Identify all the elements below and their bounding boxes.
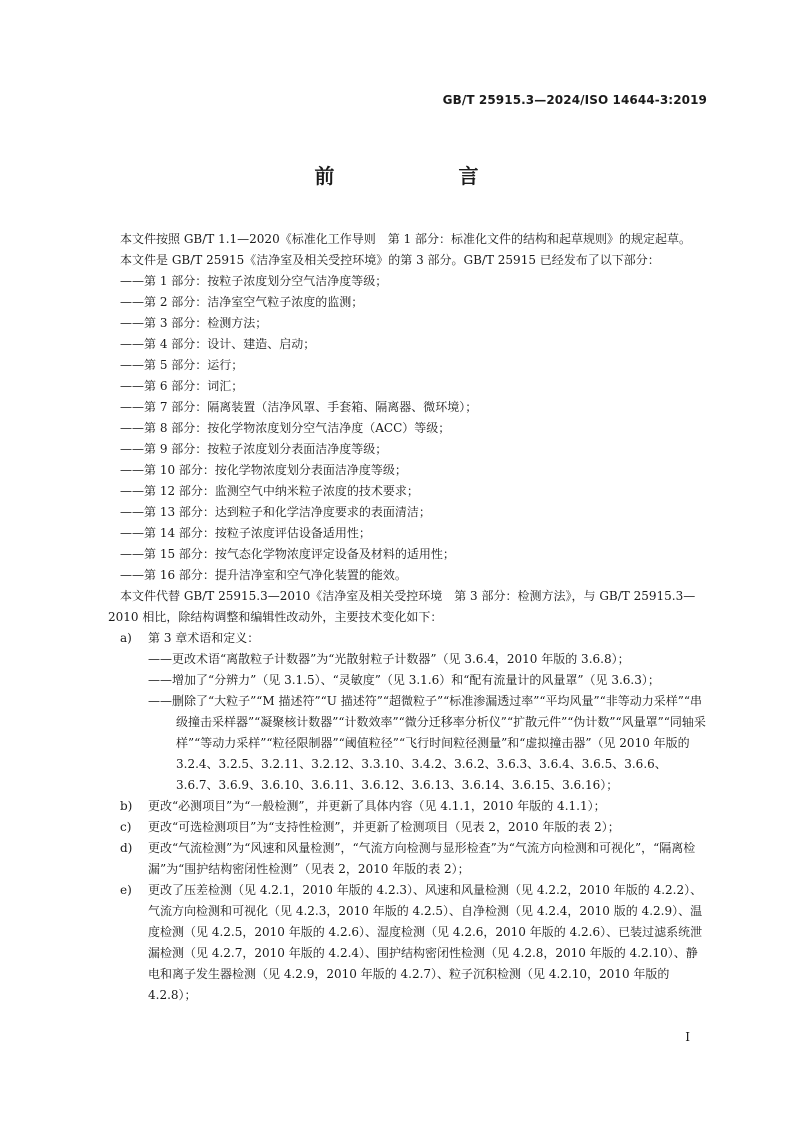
- change-text: 更改“可选检测项目”为“支持性检测”，并更新了检测项目（见表 2，2010 年版的表 2）；: [148, 820, 620, 834]
- change-text: 第 3 章术语和定义：: [148, 631, 260, 645]
- part-item: ——第 14 部分：按粒子浓度评估设备适用性；: [120, 526, 371, 540]
- list-marker: e): [120, 883, 132, 897]
- part-item: ——第 5 部分：运行；: [120, 358, 244, 372]
- list-marker: c): [120, 820, 132, 834]
- part-item: ——第 15 部分：按气态化学物浓度评定设备及材料的适用性；: [120, 547, 455, 561]
- part-item: ——第 2 部分：洁净室空气粒子浓度的监测；: [120, 295, 364, 309]
- change-item-a: [108, 628, 708, 649]
- parts-list: [108, 271, 708, 586]
- replace-paragraph: 本文件代替 GB/T 25915.3—2010《洁净室及相关受控环境 第 3 部分：检测方法》，与 GB/T 25915.3—2010 相比，除结构调整和编辑性改动外，主要技术变化如下：: [108, 589, 696, 624]
- part-item: ——第 10 部分：按化学物浓度划分表面洁净度等级；: [120, 463, 407, 477]
- change-text: 更改“气流检测”为“风速和风量检测”，“气流方向检测与显形检查”为“气流方向检测和可视化”，“隔离检漏”为“围护结构密闭性检测”（见表 2，2010 年版的表 2）；: [148, 841, 696, 876]
- page-number: I: [685, 1030, 690, 1044]
- part-item: ——第 13 部分：达到粒子和化学洁净度要求的表面清洁；: [120, 505, 431, 519]
- change-item-c: [108, 817, 708, 838]
- change-subitem: ——增加了“分辨力”（见 3.1.5）、“灵敏度”（见 3.1.6）和“配有流量计的风量罩”（见 3.6.3）；: [148, 673, 660, 687]
- part-item: ——第 4 部分：设计、建造、启动；: [120, 337, 316, 351]
- change-text: 更改了压差检测（见 4.2.1，2010 年版的 4.2.3）、风速和风量检测（见 4.2.2，2010 年版的 4.2.2）、气流方向检测和可视化（见 4.2.3，2010 年版的 4.2.5）、自净检测（见 4.2.4，2010 版的 4.2.9）、温度检测（见 4.2.5，2010 年版的 4.2.6）、湿度检测（见 4.2.6，2010 年版的 4.2.6）、已装过滤系统泄漏检测（见 4.2.7，2010 年版的 4.2.4）、围护结构密闭性检测（见 4.2.8，2010 年版的 4.2.10）、静电和离子发生器检测（见 4.2.9，2010 年版的 4.2.7）、粒子沉积检测（见 4.2.10，2010 年版的 4.2.8）；: [148, 883, 703, 1002]
- change-item-b: [108, 796, 708, 817]
- change-item-d: [108, 838, 708, 880]
- change-subitem: ——更改术语“离散粒子计数器”为“光散射粒子计数器”（见 3.6.4，2010 年版的 3.6.8）；: [148, 652, 630, 666]
- change-text: 更改“必测项目”为“一般检测”，并更新了具体内容（见 4.1.1，2010 年版的 4.1.1）；: [148, 799, 606, 813]
- list-marker: a): [120, 631, 132, 645]
- part-item: ——第 1 部分：按粒子浓度划分空气洁净度等级；: [120, 274, 388, 288]
- standard-code: GB/T 25915.3—2024/ISO 14644-3:2019: [442, 93, 707, 107]
- change-subitem: ——删除了“大粒子”“M 描述符”“U 描述符”“超微粒子”“标准渗漏透过率”“平均风量”“非等动力采样”“串级撞击采样器”“凝聚核计数器”“计数效率”“微分迁移率分析仪”“扩散元件”“伪计数”“风量罩”“同轴采样”“等动力采样”“粒径限制器”“阈值粒径”“飞行时间粒径测量”和“虚拟撞击器”（见 2010 年版的 3.2.4、3.2.5、3.2.11、3.2.12、3.3.10、3.4.2、3.6.2、3.6.3、3.6.4、3.6.5、3.6.6、3.6.7、3.6.9、3.6.10、3.6.11、3.6.12、3.6.13、3.6.14、3.6.15、3.6.16）；: [148, 694, 706, 792]
- part-item: ——第 12 部分：监测空气中纳米粒子浓度的技术要求；: [120, 484, 419, 498]
- part-item: ——第 9 部分：按粒子浓度划分表面洁净度等级；: [120, 442, 388, 456]
- foreword-body: [108, 229, 708, 1006]
- change-item-e: [108, 880, 708, 1006]
- part-item: ——第 6 部分：词汇；: [120, 379, 244, 393]
- intro-paragraph-1: 本文件按照 GB/T 1.1—2020《标准化工作导则 第 1 部分：标准化文件的结构和起草规则》的规定起草。: [120, 232, 691, 246]
- part-item: ——第 16 部分：提升洁净室和空气净化装置的能效。: [120, 568, 407, 582]
- part-item: ——第 7 部分：隔离装置（洁净风罩、手套箱、隔离器、微环境）；: [120, 400, 478, 414]
- intro-paragraph-2: 本文件是 GB/T 25915《洁净室及相关受控环境》的第 3 部分。GB/T 25915 已经发布了以下部分：: [120, 253, 660, 267]
- part-item: ——第 8 部分：按化学物浓度划分空气洁净度（ACC）等级；: [120, 421, 451, 435]
- part-item: ——第 3 部分：检测方法；: [120, 316, 268, 330]
- list-marker: d): [120, 841, 133, 855]
- page-title: 前 言: [314, 164, 507, 188]
- changes-list: [108, 628, 708, 1006]
- list-marker: b): [120, 799, 133, 813]
